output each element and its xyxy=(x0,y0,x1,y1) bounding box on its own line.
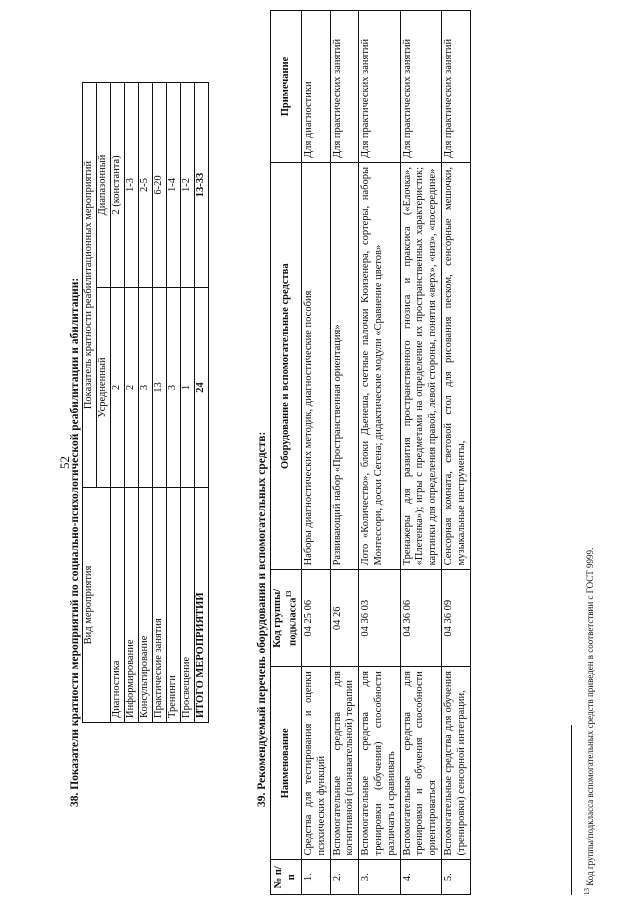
row-code: 04 25 06 xyxy=(302,570,331,667)
range-value: 1-2 xyxy=(181,83,195,288)
average-value: 3 xyxy=(139,288,153,488)
activity-name: Тренинги xyxy=(167,488,181,723)
table-row xyxy=(302,11,331,895)
activity-name: Практические занятия xyxy=(153,488,167,723)
col-number-header: № п/п xyxy=(271,860,302,895)
row-note: Для практических занятий xyxy=(359,11,400,163)
row-note: Для практических занятий xyxy=(400,11,441,163)
table-total-row xyxy=(195,83,209,723)
table-row xyxy=(167,83,181,723)
equipment-table xyxy=(270,10,471,895)
table-row xyxy=(330,11,359,895)
repetition-table xyxy=(82,82,209,723)
activity-name: Диагностика xyxy=(111,488,125,723)
col-activity-header: Вид мероприятия xyxy=(83,488,111,723)
row-equipment: Развивающий набор «Пространственная ориентация» xyxy=(330,162,359,569)
row-name: Вспомогательные средства для обучения (тренировки) сенсорной интеграции, xyxy=(442,667,471,860)
footnote-divider xyxy=(571,725,572,895)
row-name: Вспомогательные средства для когнитивной (познавательной) терапии xyxy=(330,667,359,860)
range-value: 2 (константа) xyxy=(111,83,125,288)
activity-name: Просвещение xyxy=(181,488,195,723)
total-average: 24 xyxy=(195,288,209,488)
footnote-marker: 13 xyxy=(583,888,591,895)
row-number: 4. xyxy=(400,860,441,895)
col-equipment-header: Оборудование и вспомогательные средства xyxy=(271,162,302,569)
section-38-heading: 38. Показатели кратности мероприятий по социально-психологической реабилитации и абилитации: xyxy=(69,277,81,807)
table-header-row xyxy=(83,83,97,723)
table-row xyxy=(111,83,125,723)
total-range: 13-33 xyxy=(195,83,209,288)
col-code-header xyxy=(271,570,302,667)
average-value: 2 xyxy=(111,288,125,488)
table-row xyxy=(181,83,195,723)
row-name: Средства для тестирования и оценки психических функций xyxy=(302,667,331,860)
row-number: 1. xyxy=(302,860,331,895)
row-code: 04 36 06 xyxy=(400,570,441,667)
table-row xyxy=(153,83,167,723)
row-name: Вспомогательные средства для тренировки (обучения) способности различать и сравнивать xyxy=(359,667,400,860)
average-value: 13 xyxy=(153,288,167,488)
row-number: 2. xyxy=(330,860,359,895)
average-value: 2 xyxy=(125,288,139,488)
col-name-header: Наименование xyxy=(271,667,302,860)
row-note: Для практических занятий xyxy=(330,11,359,163)
footnote-text: Код группы/подкласса вспомогательных средств приведен в соответствии с ГОСТ 9999. xyxy=(585,547,595,886)
table-row xyxy=(442,11,471,895)
row-code: 04 26 xyxy=(330,570,359,667)
row-code: 04 36 09 xyxy=(442,570,471,667)
row-number: 5. xyxy=(442,860,471,895)
section-39-heading: 39. Рекомендуемый перечень оборудования и вспомогательных средств: xyxy=(256,431,268,807)
row-number: 3. xyxy=(359,860,400,895)
code-header-text: Код группы/ подкласса xyxy=(272,588,299,648)
total-label: ИТОГО МЕРОПРИЯТИЙ xyxy=(195,488,209,723)
row-equipment: Наборы диагностических методик, диагностические пособия xyxy=(302,162,331,569)
row-name: Вспомогательные средства для тренировки и обучения способности ориентироваться xyxy=(400,667,441,860)
col-group-header: Показатель кратности реабилитационных мероприятий xyxy=(83,83,97,488)
table-row xyxy=(400,11,441,895)
range-value: 1-4 xyxy=(167,83,181,288)
table-row xyxy=(139,83,153,723)
table-header-row xyxy=(271,11,302,895)
row-note: Для диагностики xyxy=(302,11,331,163)
range-value: 2-5 xyxy=(139,83,153,288)
col-note-header: Примечание xyxy=(271,11,302,163)
average-value: 1 xyxy=(181,288,195,488)
table-row xyxy=(359,11,400,895)
range-value: 1-3 xyxy=(125,83,139,288)
row-equipment: Сенсорная комната, световой стол для рисования песком, сенсорные мешочки, музыкальные инструменты, xyxy=(442,162,471,569)
average-value: 3 xyxy=(167,288,181,488)
activity-name: Консультирование xyxy=(139,488,153,723)
col-average-header: Усредненный xyxy=(97,288,111,488)
footnote xyxy=(583,548,596,895)
row-code: 04 36 03 xyxy=(359,570,400,667)
range-value: 6-20 xyxy=(153,83,167,288)
row-equipment: Лото «Количество», блоки Дьенеша, счетные палочки Кюизенера, сортеры, наборы Монтессори, доски Сегена; дидактические модули «Сравнение цветов» xyxy=(359,162,400,569)
footnote-ref: 13 xyxy=(284,590,293,598)
col-range-header: Диапазонный xyxy=(97,83,111,288)
page-number: 52 xyxy=(57,456,72,469)
row-note: Для практических занятий xyxy=(442,11,471,163)
activity-name: Информирование xyxy=(125,488,139,723)
table-row xyxy=(125,83,139,723)
row-equipment: Тренажеры для развития пространственного гнозиса и праксиса («Елочка», «Плетенка»); игры с предметами на определение их пространственных характеристик; картинки для определения правой, левой стороны, понятия «верх», «низ», «посередине» xyxy=(400,162,441,569)
